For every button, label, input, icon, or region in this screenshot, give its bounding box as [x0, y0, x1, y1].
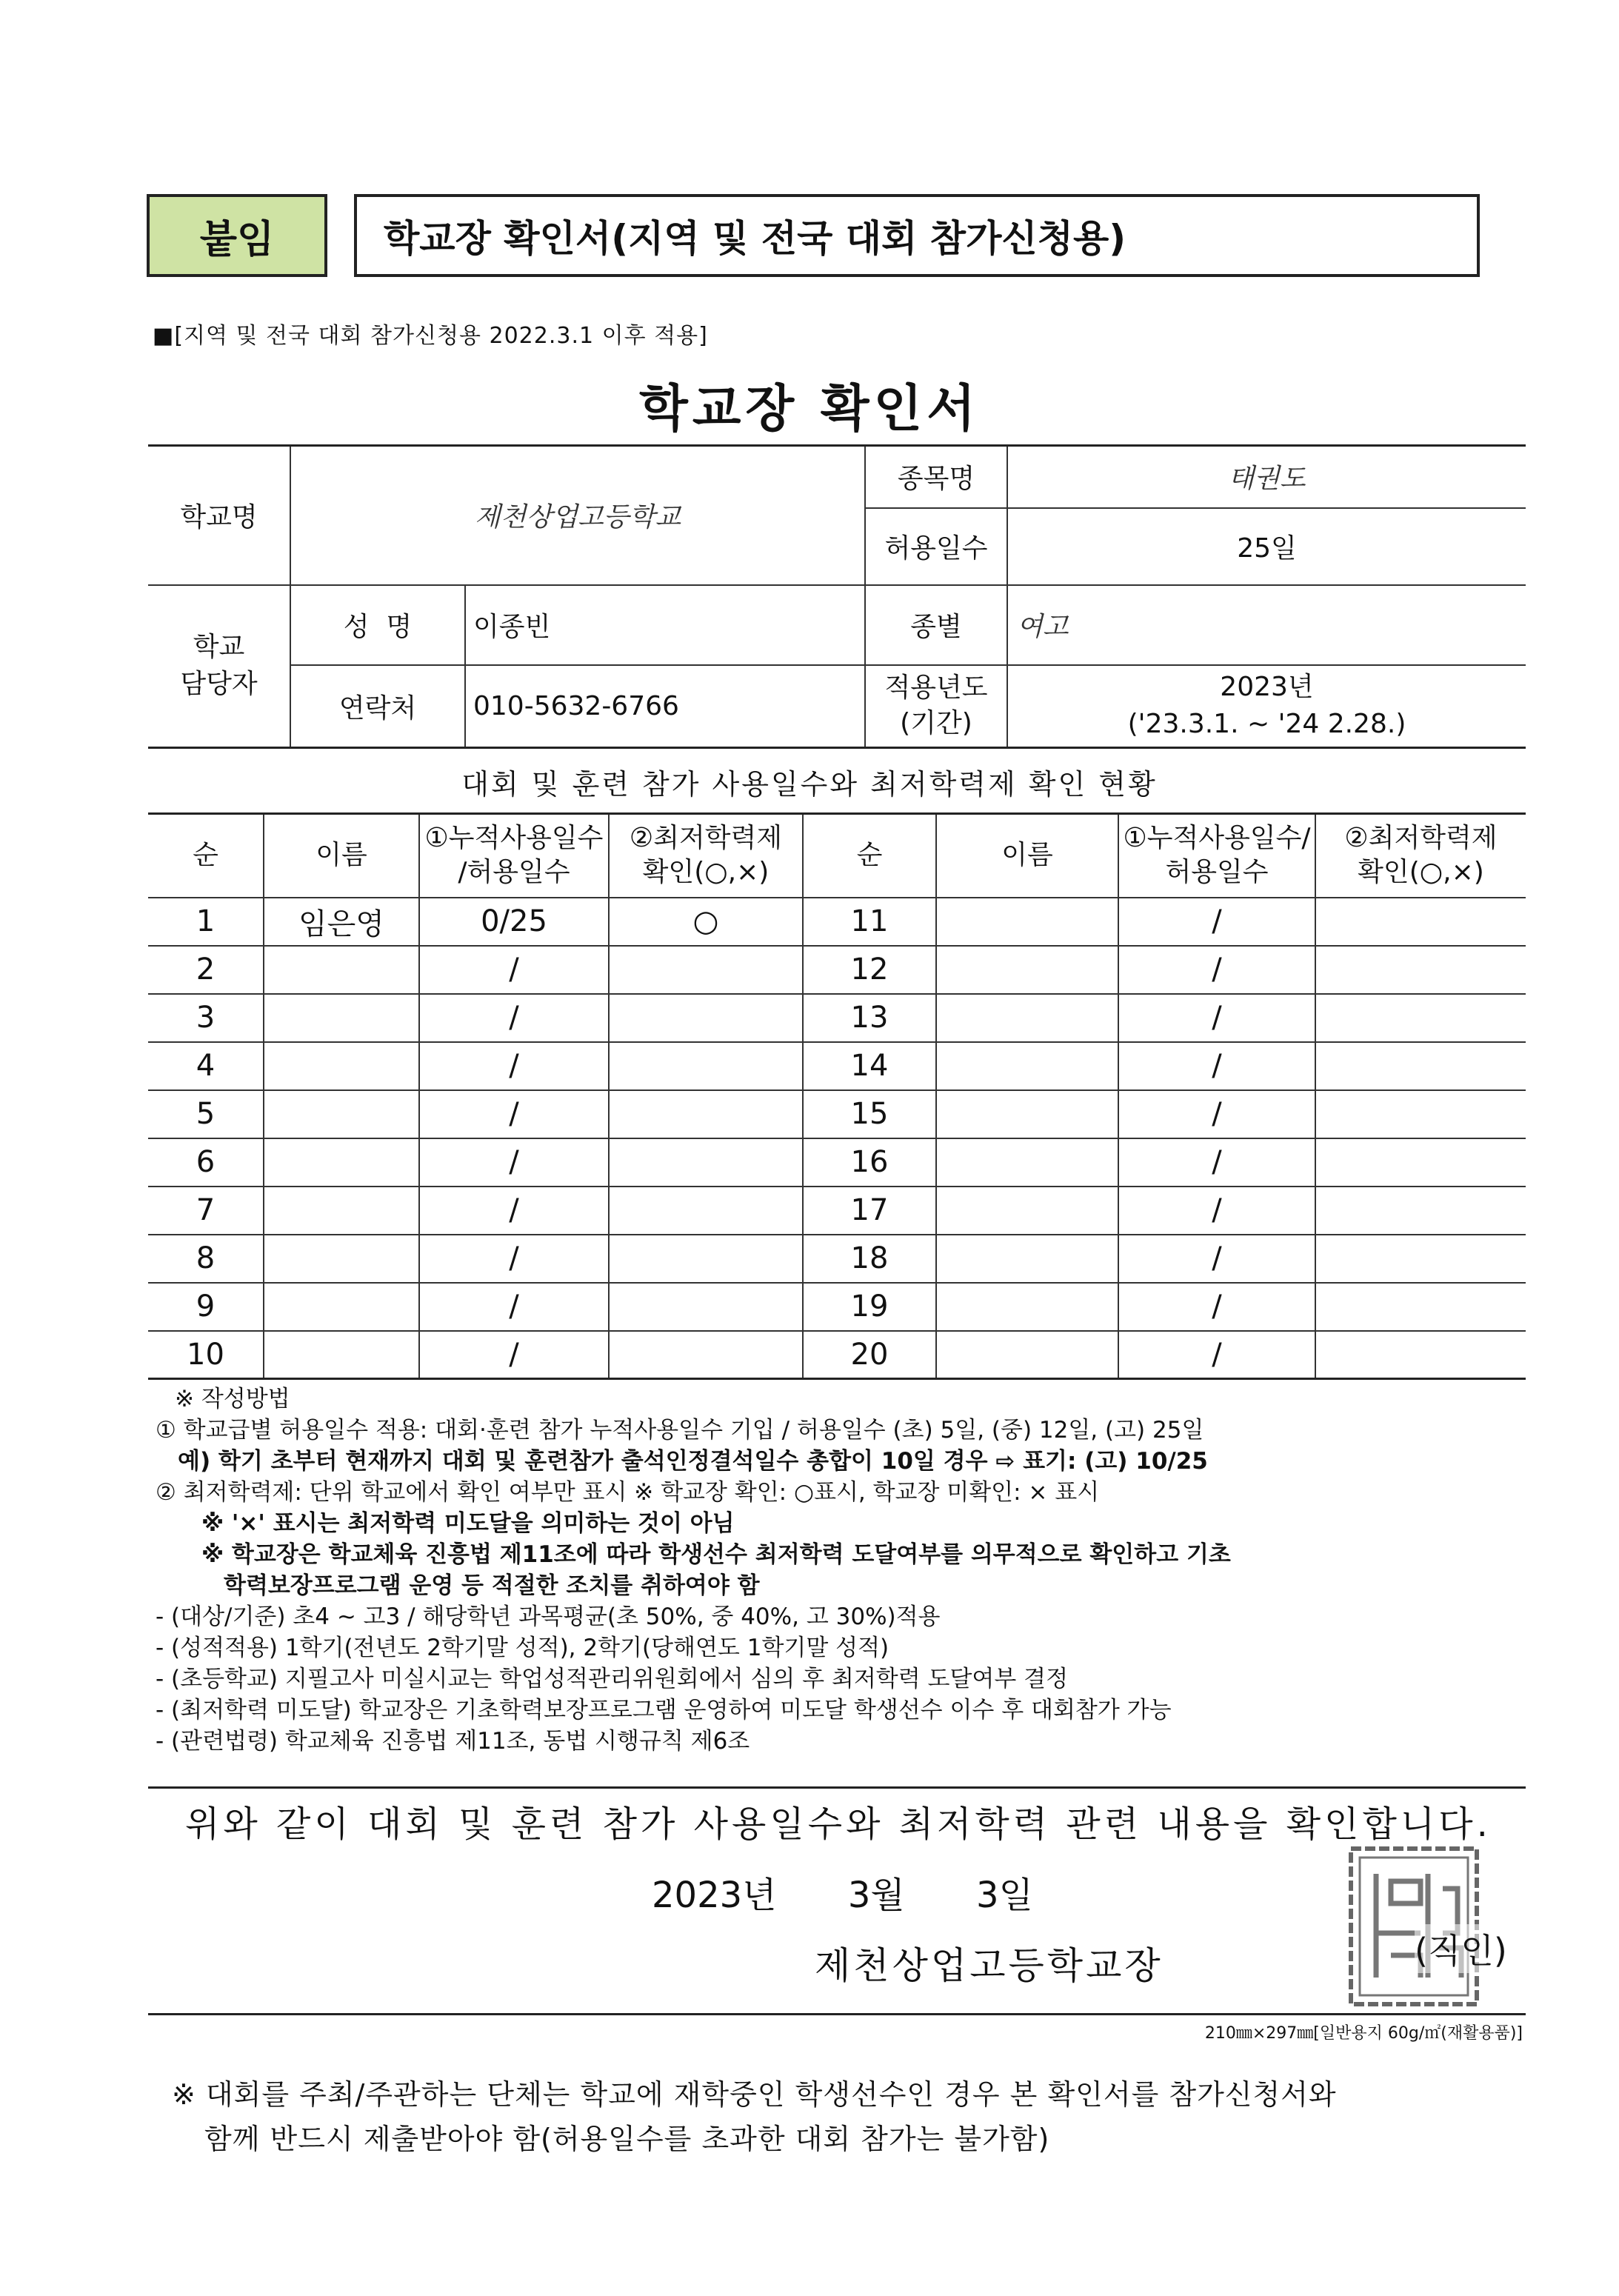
table-row [148, 1090, 1526, 1138]
principal-title: 제천상업고등학교장 [815, 1944, 1164, 1987]
attachment-tag: 붙임 [147, 194, 327, 277]
row-check-right [1315, 1235, 1526, 1283]
table-row [148, 1187, 1526, 1235]
date-year: 2023년 [652, 1875, 777, 1916]
row-no-right: 17 [803, 1187, 936, 1235]
category-label: 종별 [865, 585, 1007, 665]
row-name [264, 1138, 419, 1187]
date-day: 3일 [976, 1875, 1033, 1916]
manager-name-value: 이종빈 [465, 585, 865, 665]
row-name-right [936, 1283, 1118, 1331]
applicability-note: ■[지역 및 전국 대회 참가신청용 2022.3.1 이후 적용] [153, 323, 708, 349]
row-days: / [419, 1187, 609, 1235]
row-check-right [1315, 1187, 1526, 1235]
row-no: 6 [148, 1138, 264, 1187]
status-header-row [148, 814, 1526, 898]
row-name: 임은영 [264, 898, 419, 946]
row-no: 7 [148, 1187, 264, 1235]
row-check [609, 994, 803, 1042]
table-row [148, 1138, 1526, 1187]
row-days-right: / [1118, 1187, 1315, 1235]
row-no-right: 11 [803, 898, 936, 946]
row-check [609, 1187, 803, 1235]
footer-line: 함께 반드시 제출받아야 함(허용일수를 초과한 대회 참가는 불가함) [204, 2123, 1050, 2155]
row-days: / [419, 1090, 609, 1138]
row-days-right: / [1118, 1331, 1315, 1379]
header-days-line1: ①누적사용일수 [424, 823, 604, 854]
row-name-right [936, 1090, 1118, 1138]
table-row [148, 994, 1526, 1042]
instruction-line: ① 학교급별 허용일수 적용: 대회·훈련 참가 누적사용일수 기입 / 허용일수 (초) 5일, (중) 12일, (고) 25일 [156, 1417, 1204, 1444]
row-check-right [1315, 898, 1526, 946]
row-no-right: 16 [803, 1138, 936, 1187]
row-days: / [419, 946, 609, 994]
row-name [264, 1235, 419, 1283]
row-name [264, 946, 419, 994]
school-value: 제천상업고등학교 [290, 446, 865, 585]
header-no: 순 [148, 814, 264, 898]
instruction-line: - (최저학력 미도달) 학교장은 기초학력보장프로그램 운영하여 미도달 학생선수 이수 후 대회참가 가능 [156, 1697, 1172, 1723]
period-label-line1: 적용년도 [884, 673, 988, 704]
row-no-right: 19 [803, 1283, 936, 1331]
row-no: 2 [148, 946, 264, 994]
row-check: ○ [609, 898, 803, 946]
header-days-right-line2: 허용일수 [1165, 857, 1269, 888]
header-days-right [1118, 814, 1315, 898]
school-label: 학교명 [148, 446, 290, 585]
row-days-right: / [1118, 994, 1315, 1042]
header-days-line2: /허용일수 [458, 857, 570, 888]
instruction-line: 학력보장프로그램 운영 등 적절한 조치를 취하여야 함 [224, 1572, 760, 1599]
instruction-line: - (관련법령) 학교체육 진흥법 제11조, 동법 시행규칙 제6조 [156, 1728, 750, 1755]
instructions [156, 1384, 1533, 1757]
row-check [609, 1283, 803, 1331]
row-name-right [936, 994, 1118, 1042]
row-check-right [1315, 946, 1526, 994]
instruction-line: 예) 학기 초부터 현재까지 대회 및 훈련참가 출석인정결석일수 총합이 10일 경우 ⇨ 표기: (고) 10/25 [178, 1448, 1208, 1475]
row-check-right [1315, 1138, 1526, 1187]
header-check-line2: 확인(○,×) [642, 857, 770, 888]
period-label-line2: (기간) [900, 708, 972, 739]
usage-status-table [148, 812, 1526, 1380]
row-check [609, 1090, 803, 1138]
date-month: 3월 [847, 1875, 905, 1916]
row-name [264, 1331, 419, 1379]
paper-spec: 210㎜×297㎜[일반용지 60g/㎡(재활용품)] [1204, 2024, 1523, 2043]
row-no: 9 [148, 1283, 264, 1331]
row-name [264, 1187, 419, 1235]
row-name-right [936, 1331, 1118, 1379]
school-manager-label: 학교 담당자 [148, 585, 290, 748]
row-no: 8 [148, 1235, 264, 1283]
row-no-right: 20 [803, 1331, 936, 1379]
row-check-right [1315, 1090, 1526, 1138]
row-no: 5 [148, 1090, 264, 1138]
divider [148, 1786, 1526, 1789]
row-name-right [936, 898, 1118, 946]
instructions-heading: ※ 작성방법 [175, 1386, 290, 1412]
instruction-line: ※ '×' 표시는 최저학력 미도달을 의미하는 것이 아님 [201, 1510, 735, 1537]
instruction-line: ② 최저학력제: 단위 학교에서 확인 여부만 표시 ※ 학교장 확인: ○표시, 학교장 미확인: × 표시 [156, 1479, 1100, 1506]
table-row [148, 1331, 1526, 1379]
row-days-right: / [1118, 898, 1315, 946]
allowed-days-label: 허용일수 [865, 508, 1007, 585]
divider [148, 2013, 1526, 2015]
row-check-right [1315, 1042, 1526, 1090]
row-no-right: 13 [803, 994, 936, 1042]
table-row [148, 1235, 1526, 1283]
header-name: 이름 [264, 814, 419, 898]
row-no-right: 14 [803, 1042, 936, 1090]
table-row [148, 1042, 1526, 1090]
row-no: 10 [148, 1331, 264, 1379]
header-check-right-line2: 확인(○,×) [1358, 857, 1484, 888]
row-days: / [419, 1331, 609, 1379]
sport-value: 태권도 [1007, 446, 1526, 508]
school-info-table [148, 444, 1526, 749]
row-days: / [419, 1235, 609, 1283]
instruction-line: - (초등학교) 지필고사 미실시교는 학업성적관리위원회에서 심의 후 최저학력 도달여부 결정 [156, 1666, 1069, 1692]
row-days-right: / [1118, 1090, 1315, 1138]
header-title-box: 학교장 확인서(지역 및 전국 대회 참가신청용) [354, 194, 1480, 277]
footer-line: ※ 대회를 주최/주관하는 단체는 학교에 재학중인 학생선수인 경우 본 확인서를 참가신청서와 [172, 2078, 1337, 2111]
header-days [419, 814, 609, 898]
row-name [264, 1283, 419, 1331]
period-label [865, 665, 1007, 748]
row-no-right: 15 [803, 1090, 936, 1138]
instruction-line: ※ 학교장은 학교체육 진흥법 제11조에 따라 학생선수 최저학력 도달여부를 의무적으로 확인하고 기초 [201, 1541, 1231, 1568]
row-name [264, 1042, 419, 1090]
row-check [609, 1235, 803, 1283]
row-name-right [936, 1138, 1118, 1187]
instruction-line: - (대상/기준) 초4 ~ 고3 / 해당학년 과목평균(초 50%, 중 40%, 고 30%)적용 [156, 1603, 941, 1630]
header-check-line1: ②최저학력제 [629, 823, 783, 854]
row-days: / [419, 1283, 609, 1331]
row-name-right [936, 1042, 1118, 1090]
issue-date [652, 1866, 1033, 1918]
header-check [609, 814, 803, 898]
contact-label: 연락처 [290, 665, 465, 748]
row-days: 0/25 [419, 898, 609, 946]
period-year: 2023년 [1220, 672, 1314, 703]
row-name-right [936, 1235, 1118, 1283]
row-days: / [419, 1042, 609, 1090]
header-days-right-line1: ①누적사용일수/ [1123, 823, 1311, 854]
header-name-right: 이름 [936, 814, 1118, 898]
row-name-right [936, 946, 1118, 994]
contact-value: 010-5632-6766 [465, 665, 865, 748]
table-row [148, 898, 1526, 946]
status-section-title: 대회 및 훈련 참가 사용일수와 최저학력제 확인 현황 [461, 768, 1158, 801]
seal-label: (직인) [1415, 1924, 1507, 1973]
manager-name-label: 성 명 [290, 585, 465, 665]
row-days: / [419, 1138, 609, 1187]
row-days-right: / [1118, 1042, 1315, 1090]
table-row [148, 1283, 1526, 1331]
row-no: 4 [148, 1042, 264, 1090]
row-name-right [936, 1187, 1118, 1235]
row-check-right [1315, 1331, 1526, 1379]
allowed-days-value: 25일 [1007, 508, 1526, 585]
confirmation-statement: 위와 같이 대회 및 훈련 참가 사용일수와 최저학력 관련 내용을 확인합니다. [185, 1803, 1492, 1845]
row-days-right: / [1118, 1138, 1315, 1187]
row-no: 1 [148, 898, 264, 946]
row-no: 3 [148, 994, 264, 1042]
row-check-right [1315, 1283, 1526, 1331]
instruction-line: - (성적적용) 1학기(전년도 2학기말 성적), 2학기(당해연도 1학기말 성적) [156, 1635, 889, 1661]
row-days-right: / [1118, 1235, 1315, 1283]
row-no-right: 18 [803, 1235, 936, 1283]
row-check [609, 1138, 803, 1187]
official-seal [1346, 1844, 1524, 2010]
row-no-right: 12 [803, 946, 936, 994]
header-no-right: 순 [803, 814, 936, 898]
row-days: / [419, 994, 609, 1042]
category-value: 여고 [1007, 585, 1526, 665]
row-check [609, 946, 803, 994]
row-days-right: / [1118, 946, 1315, 994]
footer-notice [172, 2072, 1337, 2161]
table-row [148, 946, 1526, 994]
period-range: ('23.3.1. ~ '24 2.28.) [1127, 709, 1406, 740]
sport-label: 종목명 [865, 446, 1007, 508]
row-days-right: / [1118, 1283, 1315, 1331]
row-check [609, 1331, 803, 1379]
row-check-right [1315, 994, 1526, 1042]
period-value [1007, 665, 1526, 748]
header-check-right [1315, 814, 1526, 898]
row-check [609, 1042, 803, 1090]
row-name [264, 1090, 419, 1138]
header-check-right-line1: ②최저학력제 [1344, 823, 1498, 854]
row-name [264, 994, 419, 1042]
document-title: 학교장 확인서 [639, 380, 980, 438]
